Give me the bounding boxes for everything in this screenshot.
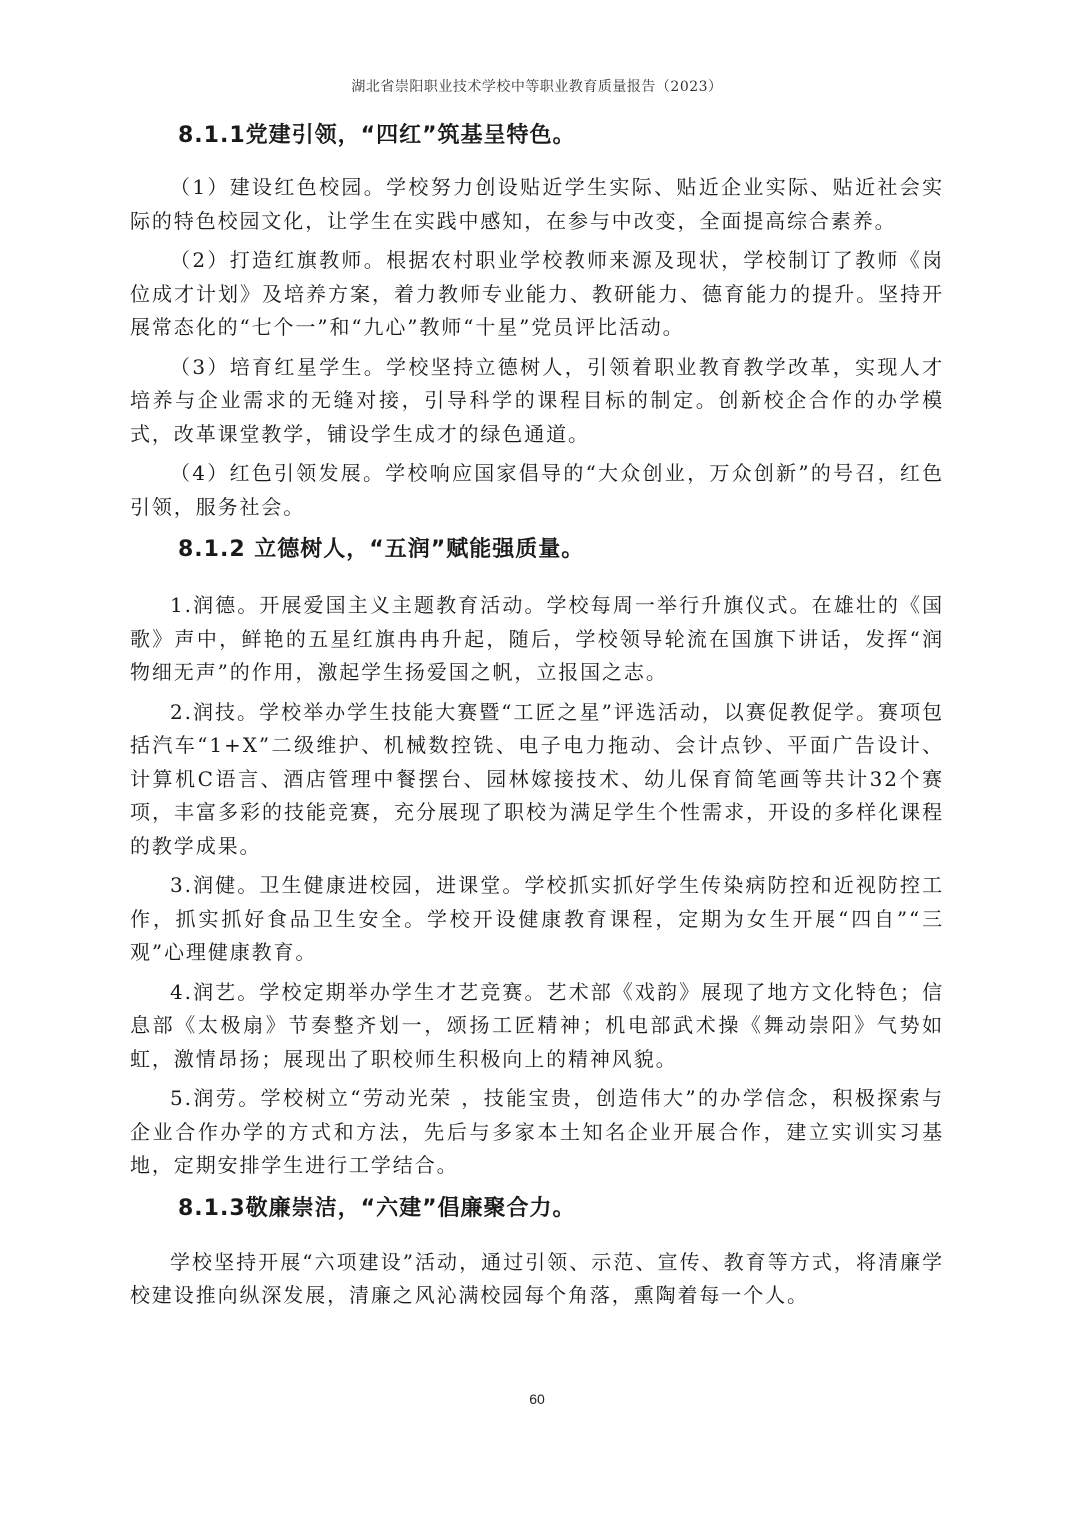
paragraph: （1）建设红色校园。学校努力创设贴近学生实际、贴近企业实际、贴近社会实际的特色校园文化，让学生在实践中感知，在参与中改变，全面提高综合素养。 <box>130 175 944 233</box>
paragraph: 学校坚持开展“六项建设”活动，通过引领、示范、宣传、教育等方式，将清廉学校建设推向纵深发展，清廉之风沁满校园每个角落，熏陶着每一个人。 <box>130 1249 944 1307</box>
paragraph: 3.润健。卫生健康进校园，进课堂。学校抓实抓好学生传染病防控和近视防控工作，抓实抓好食品卫生安全。学校开设健康教育课程，定期为女生开展“四自”“三观”心理健康教育。 <box>130 873 944 964</box>
paragraph: 2.润技。学校举办学生技能大赛暨“工匠之星”评选活动，以赛促教促学。赛项包括汽车“1+X”二级维护、机械数控铣、电子电力拖动、会计点钞、平面广告设计、计算机C语言、酒店管理中餐摆台、园林嫁接技术、幼儿保育简笔画等共计32个赛项，丰富多彩的技能竞赛，充分展现了职校为满足学生个性需求，开设的多样化课程的教学成果。 <box>130 699 944 858</box>
section-8-1-1 <box>130 118 944 524</box>
document-body <box>130 110 944 1313</box>
page-header: 湖北省崇阳职业技术学校中等职业教育质量报告（2023） <box>351 79 723 95</box>
paragraph: 4.润艺。学校定期举办学生才艺竞赛。艺术部《戏韵》展现了地方文化特色；信息部《太极扇》节奏整齐划一，颂扬工匠精神；机电部武术操《舞动崇阳》气势如虹，激情昂扬；展现出了职校师生积极向上的精神风貌。 <box>130 979 944 1071</box>
paragraph: （2）打造红旗教师。根据农村职业学校教师来源及现状，学校制订了教师《岗位成才计划》及培养方案，着力教师专业能力、教研能力、德育能力的提升。坚持开展常态化的“七个一”和“九心”教师“十星”党员评比活动。 <box>130 248 944 339</box>
paragraph: （4）红色引领发展。学校响应国家倡导的“大众创业，万众创新”的号召，红色引领，服务社会。 <box>130 461 944 519</box>
paragraph: （3）培育红星学生。学校坚持立德树人，引领着职业教育教学改革，实现人才培养与企业需求的无缝对接，引导科学的课程目标的制定。创新校企合作的办学模式，改革课堂教学，铺设学生成才的绿色通道。 <box>130 354 944 446</box>
section-heading: 8.1.2 立德树人，“五润”赋能强质量。 <box>178 537 585 562</box>
section-8-1-3 <box>130 1191 944 1313</box>
page-number: 60 <box>529 1391 545 1407</box>
section-heading: 8.1.3敬廉崇洁，“六建”倡廉聚合力。 <box>178 1195 576 1221</box>
section-heading: 8.1.1党建引领，“四红”筑基呈特色。 <box>178 123 576 148</box>
paragraph: 1.润德。开展爱国主义主题教育活动。学校每周一举行升旗仪式。在雄壮的《国歌》声中，鲜艳的五星红旗冉冉升起，随后，学校领导轮流在国旗下讲话，发挥“润物细无声”的作用，激起学生扬爱国之帆，立报国之志。 <box>130 593 944 684</box>
paragraph: 5.润劳。学校树立“劳动光荣 ，技能宝贵，创造伟大”的办学信念，积极探索与企业合作办学的方式和方法，先后与多家本土知名企业开展合作，建立实训实习基地，定期安排学生进行工学结合。 <box>130 1086 944 1177</box>
section-8-1-2 <box>130 532 944 1183</box>
